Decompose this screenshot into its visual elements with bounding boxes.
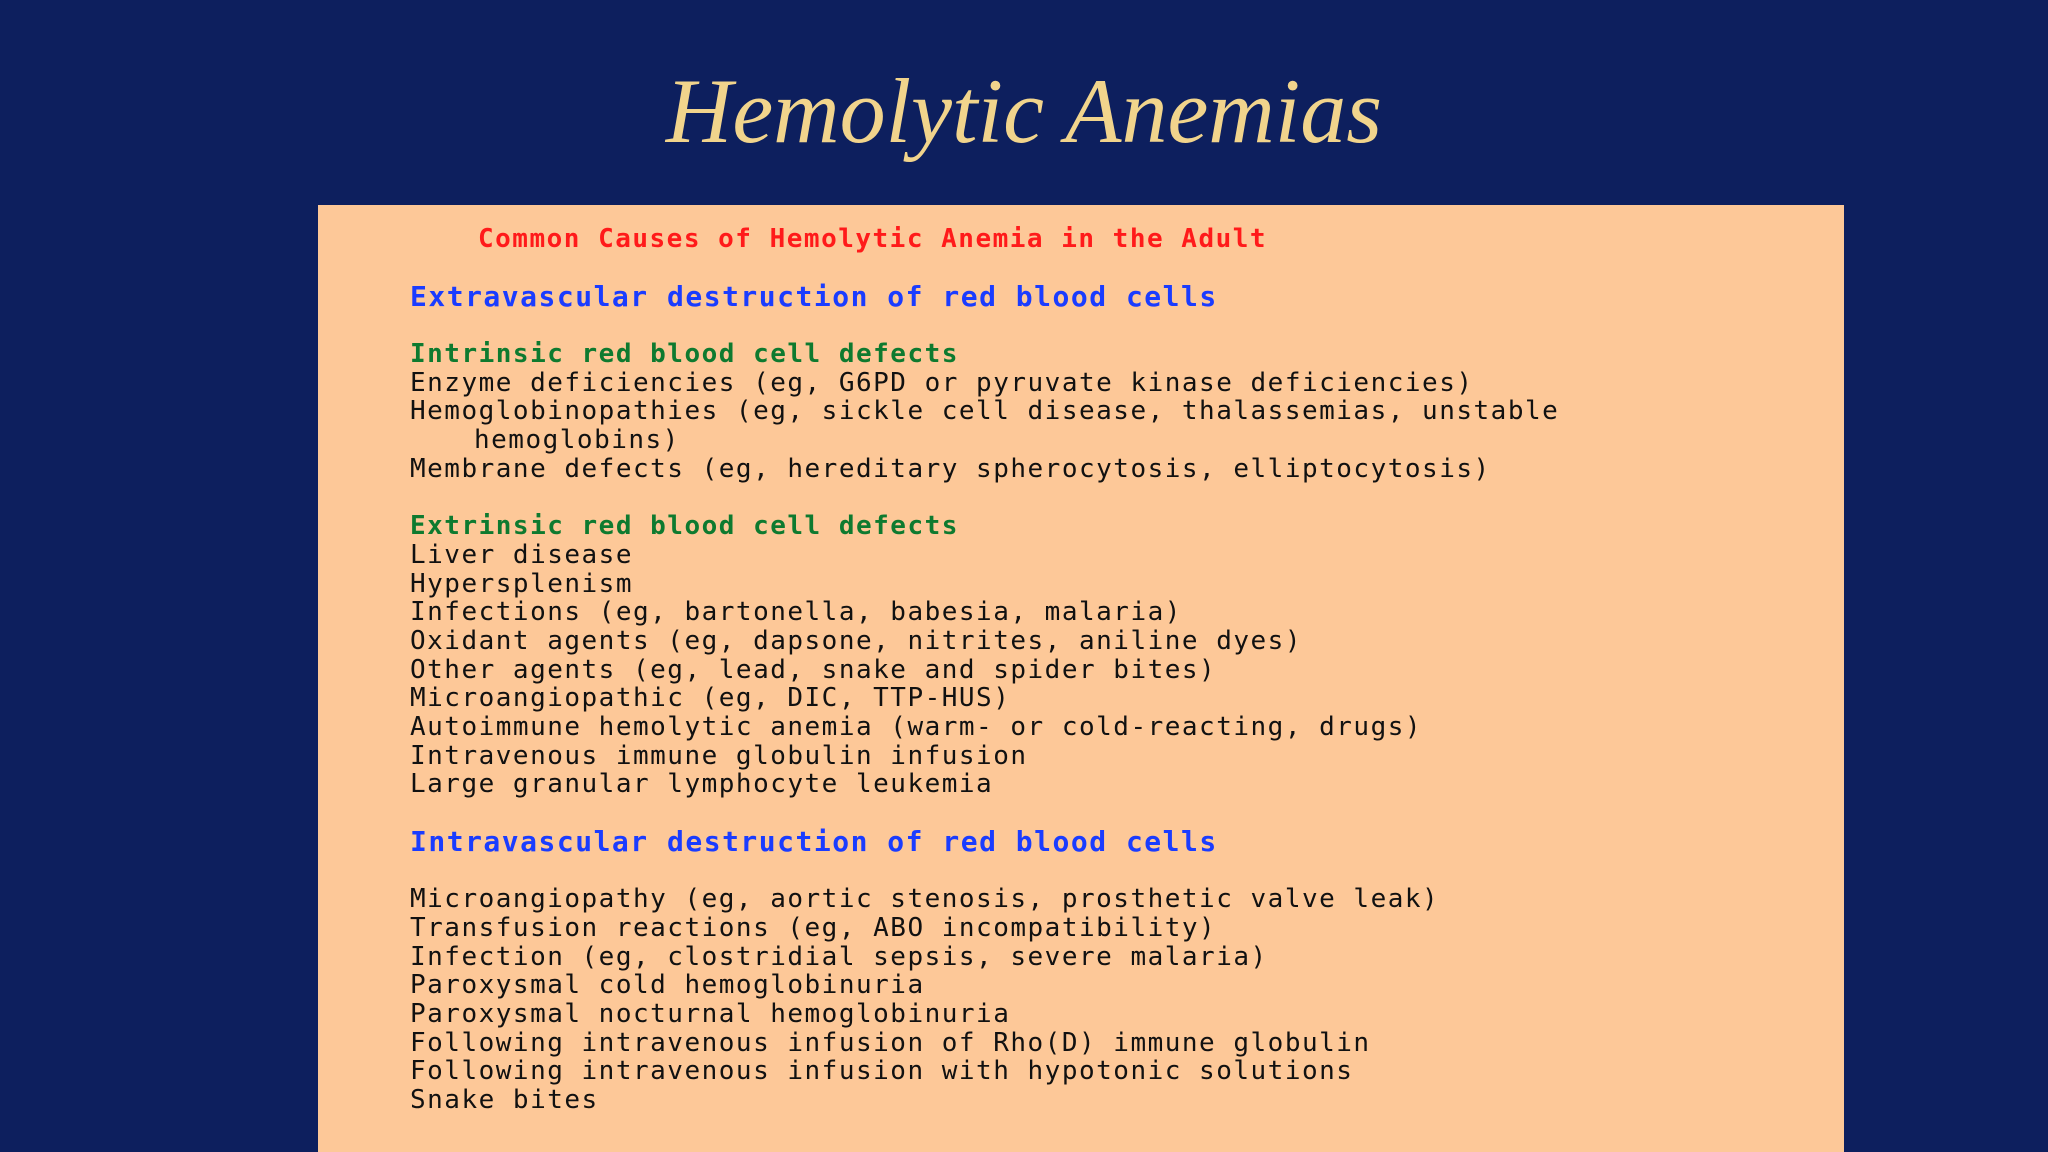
spacer [410, 311, 1824, 340]
intrinsic-heading: Intrinsic red blood cell defects [410, 339, 959, 370]
list-item: Infection (eg, clostridial sepsis, severe malaria) [410, 941, 1268, 972]
list-item: Transfusion reactions (eg, ABO incompatibility) [410, 912, 1217, 943]
table-main-heading: Common Causes of Hemolytic Anemia in the Adult [478, 224, 1268, 254]
extravascular-heading: Extravascular destruction of red blood cells [410, 279, 1218, 313]
list-item: Snake bites [410, 1084, 599, 1115]
list-item: Large granular lymphocyte leukemia [410, 769, 994, 800]
spacer [410, 799, 1824, 828]
list-item: Oxidant agents (eg, dapsone, nitrites, aniline dyes) [410, 625, 1302, 656]
list-item-continuation: hemoglobins) [474, 425, 680, 456]
list-item: Infections (eg, bartonella, babesia, malaria) [410, 597, 1182, 628]
list-item: Hypersplenism [410, 568, 633, 599]
list-item: Membrane defects (eg, hereditary spherocytosis, elliptocytosis) [410, 453, 1491, 484]
extrinsic-heading: Extrinsic red blood cell defects [410, 511, 959, 542]
list-item: Hemoglobinopathies (eg, sickle cell disease, thalassemias, unstable [410, 396, 1560, 427]
list-item: Paroxysmal nocturnal hemoglobinuria [410, 998, 1011, 1029]
list-item: Autoimmune hemolytic anemia (warm- or cold-reacting, drugs) [410, 712, 1423, 742]
spacer [410, 856, 1824, 885]
list-item: Following intravenous infusion with hypotonic solutions [410, 1056, 1354, 1087]
list-item: Liver disease [410, 539, 633, 570]
list-item: Following intravenous infusion of Rho(D) immune globulin [410, 1027, 1371, 1058]
intravascular-heading: Intravascular destruction of red blood cells [410, 824, 1218, 858]
list-item: Intravenous immune globulin infusion [410, 740, 1028, 771]
list-item: Microangiopathy (eg, aortic stenosis, prosthetic valve leak) [410, 884, 1440, 915]
list-item: Other agents (eg, lead, snake and spider bites) [410, 654, 1217, 685]
list-item: Paroxysmal cold hemoglobinuria [410, 970, 925, 1001]
causes-list [410, 225, 1824, 1115]
list-item: Microangiopathic (eg, DIC, TTP-HUS) [410, 683, 1011, 714]
causes-table-image [318, 205, 1844, 1152]
slide-title: Hemolytic Anemias [665, 60, 1383, 162]
spacer [410, 484, 1824, 513]
list-item: Enzyme deficiencies (eg, G6PD or pyruvate kinase deficiencies) [410, 367, 1474, 398]
